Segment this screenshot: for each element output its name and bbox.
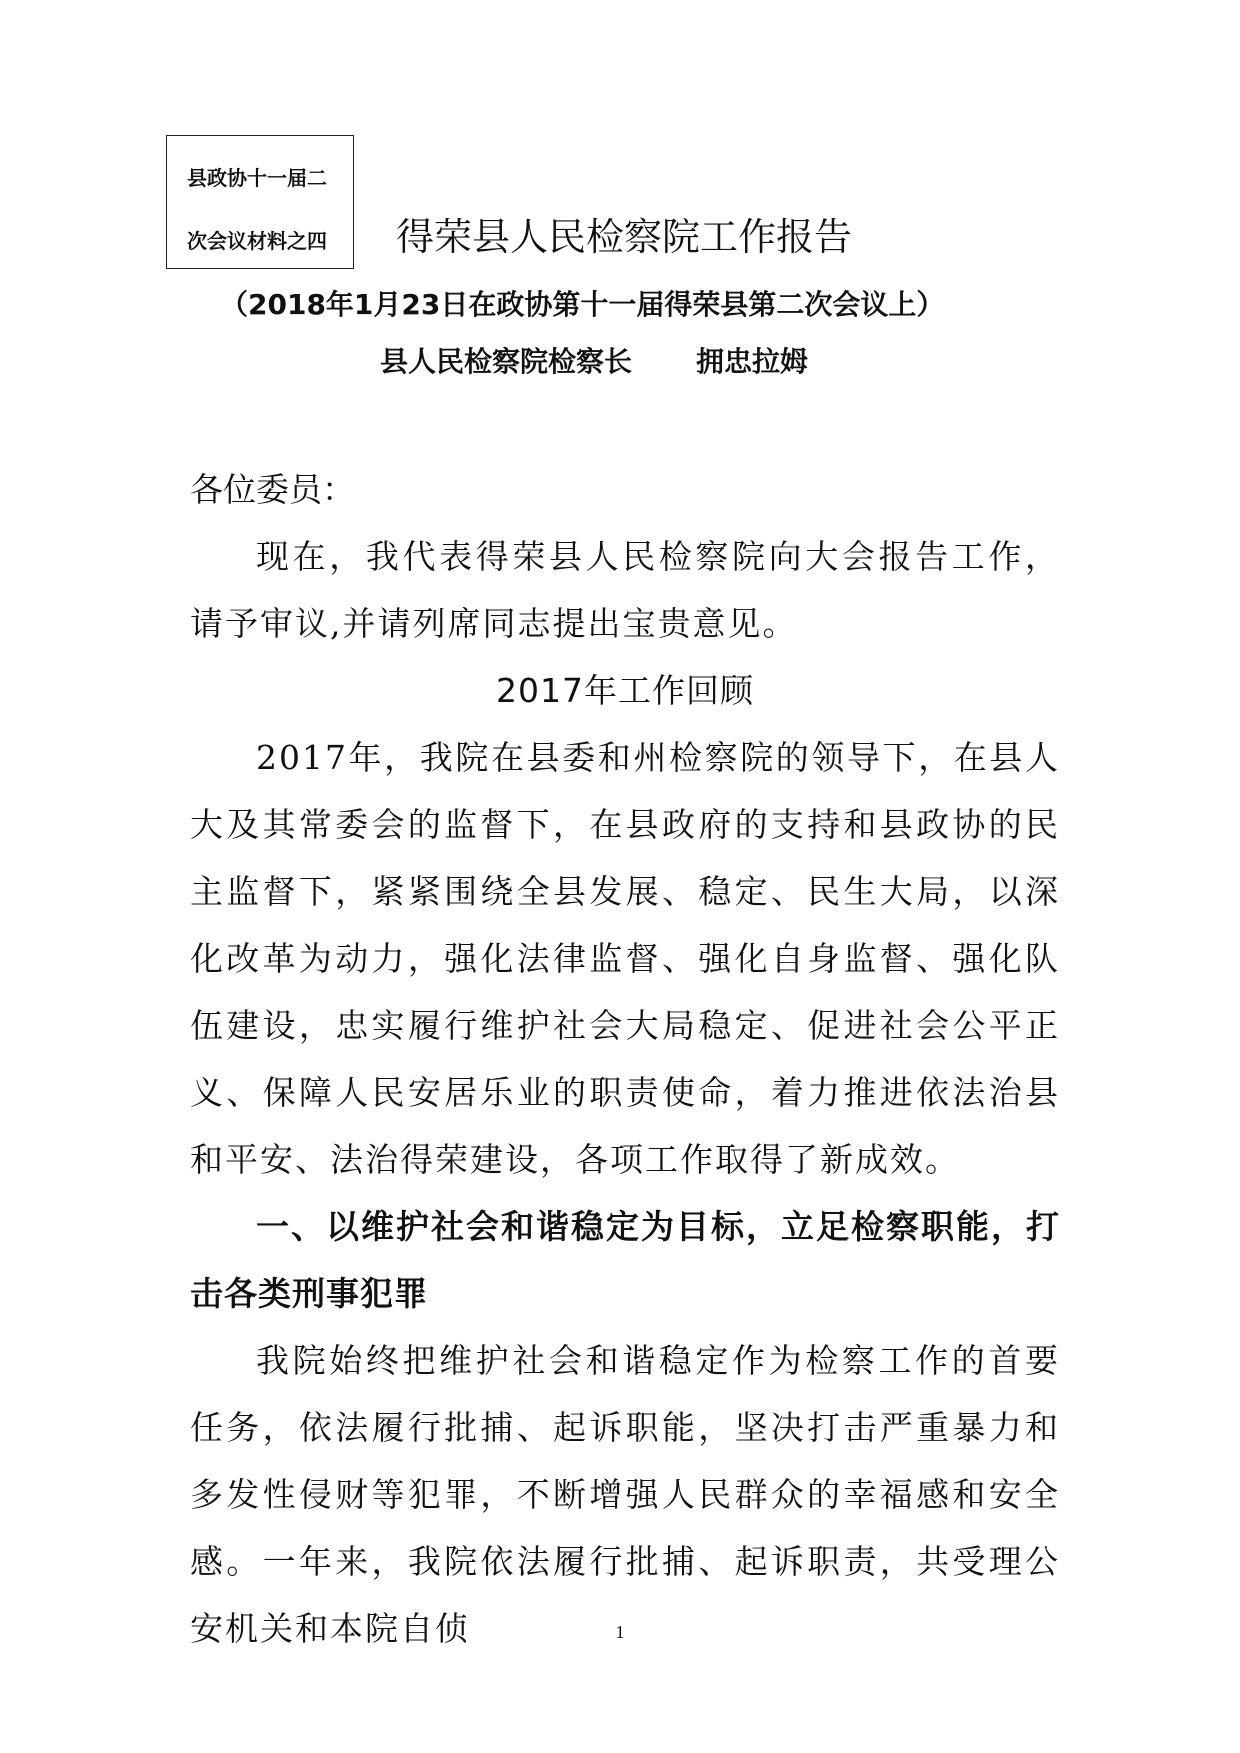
meeting-subtitle: （2018年1月23日在政协第十一届得荣县第二次会议上） — [220, 288, 945, 321]
intro-paragraph: 现在，我代表得荣县人民检察院向大会报告工作，请予审议,并请列席同志提出宝贵意见。 — [190, 537, 1060, 643]
report-title: 得荣县人民检察院工作报告 — [396, 215, 853, 259]
material-label-line-2: 次会议材料之四 — [187, 229, 327, 253]
meeting-material-label — [166, 135, 354, 269]
page-number: 1 — [615, 1622, 625, 1642]
section-title: 2017年工作回顾 — [496, 671, 754, 710]
report-body — [190, 456, 1060, 1662]
review-paragraph: 2017年，我院在县委和州检察院的领导下，在县人大及其常委会的监督下，在县政府的支持和县政协的民主监督下，紧紧围绕全县发展、稳定、民生大局，以深化改革为动力，强化法律监督、强化自身监督、强化队伍建设，忠实履行维护社会大局稳定、促进社会公平正义、保障人民安居乐业的职责使命，着力推进依法治县和平安、法治得荣建设，各项工作取得了新成效。 — [190, 738, 1060, 1179]
speaker-line — [380, 342, 808, 382]
material-label-line-1: 县政协十一届二 — [187, 166, 327, 190]
speaker-role: 县人民检察院检察长 — [380, 345, 633, 378]
section-heading-one: 一、以维护社会和谐稳定为目标，立足检察职能，打击各类刑事犯罪 — [190, 1207, 1060, 1313]
salutation: 各位委员： — [190, 470, 355, 509]
speaker-name: 拥忠拉姆 — [696, 345, 809, 378]
section-one-paragraph: 我院始终把维护社会和谐稳定作为检察工作的首要任务，依法履行批捕、起诉职能，坚决打击严重暴力和多发性侵财等犯罪，不断增强人民群众的幸福感和安全感。一年来，我院依法履行批捕、起诉职责，共受理公安机关和本院自侦 — [190, 1341, 1060, 1648]
